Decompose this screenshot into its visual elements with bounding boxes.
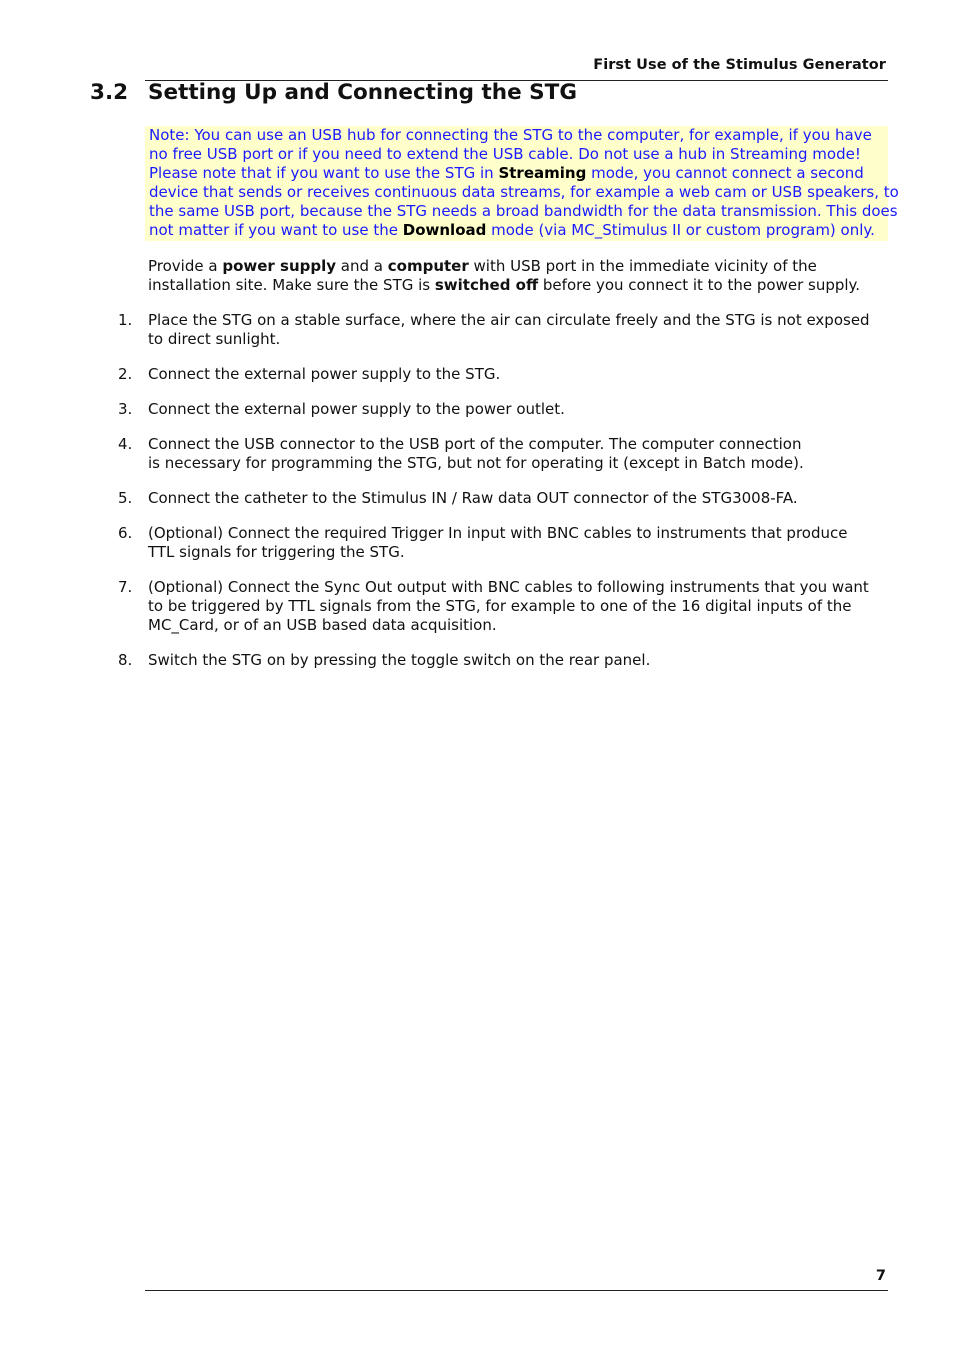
- list-item-text: Connect the USB connector to the USB port of the computer. The computer connection: [148, 434, 802, 453]
- list-item-text: is necessary for programming the STG, but not for operating it (except in Batch mode).: [148, 453, 804, 472]
- list-item-text: Place the STG on a stable surface, where the air can circulate freely and the STG is not exposed: [148, 311, 870, 329]
- list-item-text: (Optional) Connect the Sync Out output with BNC cables to following instruments that you want: [148, 577, 869, 596]
- intro-bold-computer: computer: [387, 257, 469, 275]
- list-item-text: TTL signals for triggering the STG.: [148, 542, 405, 561]
- intro-line: [148, 257, 860, 276]
- intro-text: Provide a: [148, 257, 223, 275]
- footer-divider: [145, 1290, 888, 1291]
- list-item-text: Connect the external power supply to the power outlet.: [148, 399, 565, 418]
- note-text: not matter if you want to use the: [149, 221, 403, 240]
- list-item: [118, 489, 870, 508]
- intro-text: before you connect it to the power supply.: [538, 276, 861, 295]
- note-text: mode, you cannot connect a second: [586, 164, 864, 183]
- steps-list: [118, 311, 870, 686]
- list-item: [118, 435, 870, 473]
- list-item-text: to be triggered by TTL signals from the STG, for example to one of the 16 digital inputs of the: [148, 596, 852, 615]
- list-item-number: 7.: [118, 577, 133, 596]
- list-item-number: 2.: [118, 364, 133, 383]
- list-item: [118, 311, 870, 349]
- list-item-text: (Optional) Connect the required Trigger In input with BNC cables to instruments that produce: [148, 523, 848, 542]
- note-line: no free USB port or if you need to extend the USB cable. Do not use a hub in Streaming mode!: [149, 145, 861, 164]
- intro-text: and a: [336, 257, 388, 275]
- intro-text: installation site. Make sure the STG is: [148, 276, 435, 295]
- list-item-number: 3.: [118, 399, 133, 418]
- intro-paragraph: [148, 257, 860, 295]
- page-number: 7: [875, 1268, 886, 1284]
- list-item-text: Connect the catheter to the Stimulus IN / Raw data OUT connector of the STG3008-FA.: [148, 488, 798, 507]
- list-item: [118, 400, 870, 419]
- intro-text: with USB port in the immediate vicinity of the: [468, 257, 817, 275]
- note-line: [149, 221, 884, 240]
- intro-line: [148, 276, 860, 295]
- note-text: Please note that if you want to use the STG in: [149, 164, 499, 183]
- note-bold-download: Download: [402, 221, 487, 240]
- list-item: [118, 651, 870, 670]
- list-item-number: 6.: [118, 523, 133, 542]
- note-line: device that sends or receives continuous data streams, for example a web cam or USB speakers, to: [149, 183, 899, 202]
- list-item-number: 8.: [118, 650, 133, 669]
- section-number: 3.2: [90, 80, 129, 105]
- list-item-text: Switch the STG on by pressing the toggle switch on the rear panel.: [148, 650, 651, 669]
- note-line: [149, 164, 884, 183]
- note-box: [145, 126, 899, 241]
- list-item: [118, 578, 870, 635]
- section-heading: [90, 80, 577, 105]
- intro-bold-switched-off: switched off: [434, 276, 539, 295]
- list-item-number: 5.: [118, 488, 133, 507]
- note-bold-streaming: Streaming: [498, 164, 587, 183]
- list-item-text: Connect the external power supply to the STG.: [148, 364, 501, 383]
- note-line: Note: You can use an USB hub for connecting the STG to the computer, for example, if you have: [149, 126, 872, 144]
- note-line: the same USB port, because the STG needs a broad bandwidth for the data transmission. This does: [149, 202, 898, 221]
- running-header-title: First Use of the Stimulus Generator: [593, 57, 886, 73]
- intro-bold-power-supply: power supply: [222, 257, 337, 275]
- list-item-number: 1.: [118, 311, 133, 329]
- list-item-text: to direct sunlight.: [148, 330, 281, 349]
- note-text: mode (via MC_Stimulus II or custom program) only.: [486, 221, 875, 240]
- list-item-text: MC_Card, or of an USB based data acquisition.: [148, 615, 497, 634]
- list-item: [118, 524, 870, 562]
- section-title: Setting Up and Connecting the STG: [148, 80, 577, 105]
- list-item-number: 4.: [118, 434, 133, 453]
- list-item: [118, 365, 870, 384]
